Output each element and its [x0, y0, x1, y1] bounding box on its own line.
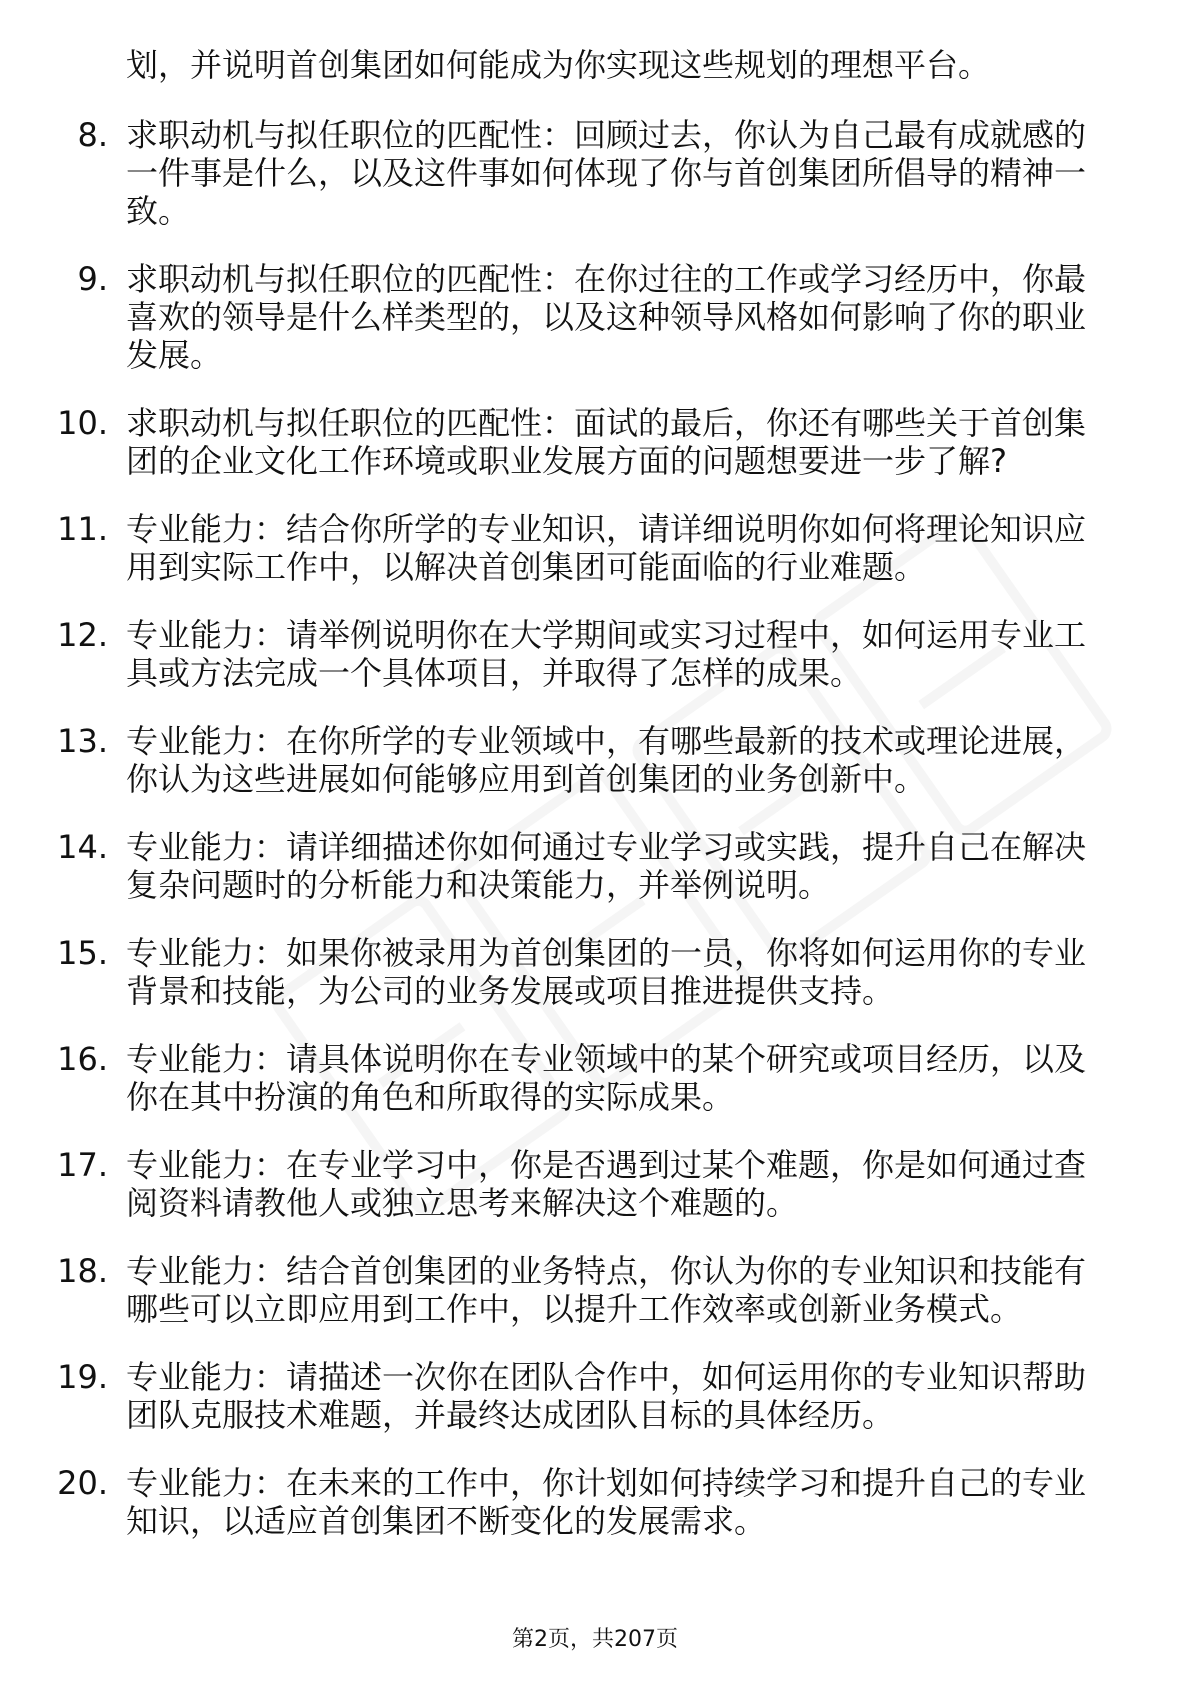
- list-item: [0, 1040, 1190, 1116]
- question-number: 10.: [57, 404, 108, 442]
- list-item: [0, 510, 1190, 586]
- list-item: [0, 1358, 1190, 1434]
- question-number: 19.: [57, 1358, 108, 1396]
- question-number: 13.: [57, 722, 108, 760]
- question-text: 专业能力：结合你所学的专业知识，请详细说明你如何将理论知识应用到实际工作中，以解决首创集团可能面临的行业难题。: [126, 510, 1087, 586]
- question-text: 专业能力：结合首创集团的业务特点，你认为你的专业知识和技能有哪些可以立即应用到工作中，以提升工作效率或创新业务模式。: [126, 1252, 1087, 1328]
- question-number: 8.: [77, 116, 108, 154]
- question-text: 求职动机与拟任职位的匹配性：面试的最后，你还有哪些关于首创集团的企业文化工作环境或职业发展方面的问题想要进一步了解?: [126, 404, 1087, 480]
- list-item: [0, 1252, 1190, 1328]
- list-item: [0, 1464, 1190, 1540]
- question-text: 专业能力：在专业学习中，你是否遇到过某个难题，你是如何通过查阅资料请教他人或独立思考来解决这个难题的。: [126, 1146, 1087, 1222]
- list-item: [0, 616, 1190, 692]
- question-text: 专业能力：请举例说明你在大学期间或实习过程中，如何运用专业工具或方法完成一个具体项目，并取得了怎样的成果。: [126, 616, 1087, 692]
- list-item: [0, 722, 1190, 798]
- list-item: [0, 260, 1190, 374]
- question-list: [0, 116, 1190, 1570]
- question-number: 17.: [57, 1146, 108, 1184]
- question-text: 专业能力：在未来的工作中，你计划如何持续学习和提升自己的专业知识，以适应首创集团不断变化的发展需求。: [126, 1464, 1087, 1540]
- question-text: 专业能力：请详细描述你如何通过专业学习或实践，提升自己在解决复杂问题时的分析能力和决策能力，并举例说明。: [126, 828, 1087, 904]
- question-number: 20.: [57, 1464, 108, 1502]
- page-footer: 第2页，共207页: [512, 1627, 678, 1652]
- question-number: 16.: [57, 1040, 108, 1078]
- list-item: [0, 404, 1190, 480]
- question-number: 9.: [77, 260, 108, 298]
- question-text: 求职动机与拟任职位的匹配性：回顾过去，你认为自己最有成就感的一件事是什么，以及这件事如何体现了你与首创集团所倡导的精神一致。: [126, 116, 1087, 230]
- continuation-text: 划，并说明首创集团如何能成为你实现这些规划的理想平台。: [126, 46, 991, 84]
- question-number: 15.: [57, 934, 108, 972]
- list-item: [0, 934, 1190, 1010]
- list-item: [0, 828, 1190, 904]
- list-item: [0, 116, 1190, 230]
- list-item: [0, 1146, 1190, 1222]
- question-number: 11.: [57, 510, 108, 548]
- question-text: 专业能力：如果你被录用为首创集团的一员，你将如何运用你的专业背景和技能，为公司的业务发展或项目推进提供支持。: [126, 934, 1087, 1010]
- question-number: 14.: [57, 828, 108, 866]
- question-number: 18.: [57, 1252, 108, 1290]
- question-text: 专业能力：请描述一次你在团队合作中，如何运用你的专业知识帮助团队克服技术难题，并最终达成团队目标的具体经历。: [126, 1358, 1087, 1434]
- question-text: 专业能力：在你所学的专业领域中，有哪些最新的技术或理论进展，你认为这些进展如何能够应用到首创集团的业务创新中。: [126, 722, 1087, 798]
- question-text: 求职动机与拟任职位的匹配性：在你过往的工作或学习经历中，你最喜欢的领导是什么样类型的，以及这种领导风格如何影响了你的职业发展。: [126, 260, 1087, 374]
- question-number: 12.: [57, 616, 108, 654]
- question-text: 专业能力：请具体说明你在专业领域中的某个研究或项目经历，以及你在其中扮演的角色和所取得的实际成果。: [126, 1040, 1087, 1116]
